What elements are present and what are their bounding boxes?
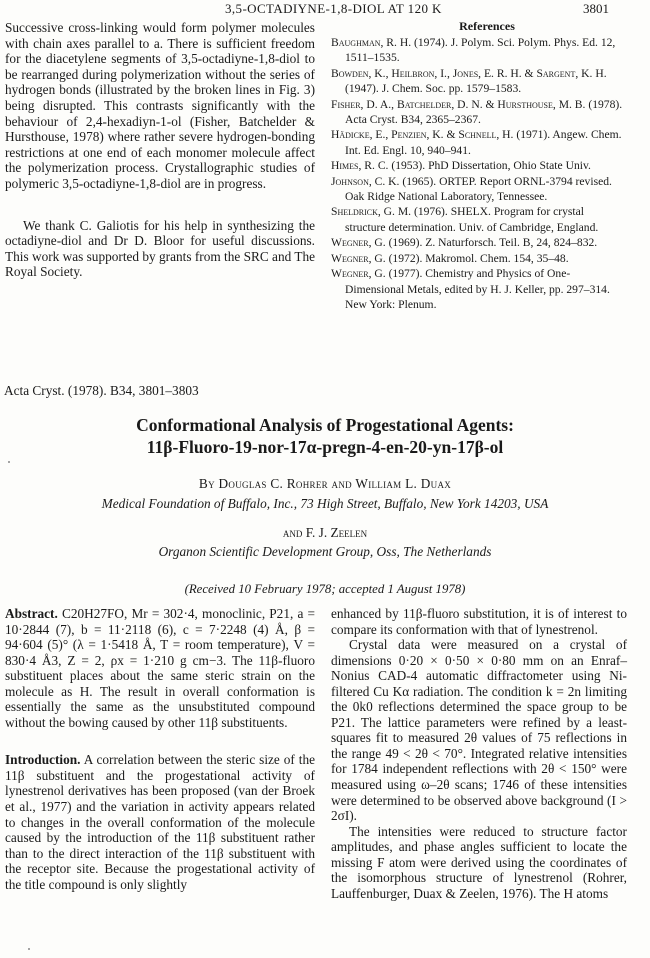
reference-entry	[331, 158, 627, 173]
running-title: 3,5-OCTADIYNE-1,8-DIOL AT 120 K	[225, 1, 442, 16]
reference-authors: Bowden, K., Heilbron, I., Jones, E. R. H. & Sargent,	[331, 66, 579, 80]
introduction-text: A correlation between the steric size of the 11β substituent and the progestational activity of lynestrenol derivatives has been proposed (van der Broek et al., 1977) and the variation in activity appears related to changes in the overall conformation of the molecule caused by the introduction of the 11β substituent rather than to the direct interaction of the 11β substituent with the receptor site. Because the progestational activity of the title compound is only slightly	[5, 752, 316, 892]
reference-entry	[331, 251, 627, 266]
page-header	[0, 0, 650, 20]
authors: By Douglas C. Rohrer and William L. Duax	[198, 476, 452, 491]
reference-source: ORTEP. Report ORNL-3794 revised. Oak Ridge National Laboratory, Tennessee.	[345, 174, 612, 204]
conclusion-paragraph: Successive cross-linking would form polymer molecules with chain axes parallel to a. There is sufficient freedom for the diacetylene segments of 3,5-octadiyne-1,8-diol to be rearranged during polymerization without the series of hydrogen bonds (illustrated by the broken lines in Fig. 3) being disrupted. This contrasts significantly with the behaviour of 2,4-hexadiyn-1-ol (Fisher, Batchelder & Hursthouse, 1978) where rather severe hydrogen-bonding restrictions at one end of each monomer molecule affect the polymerization process. Crystallographic studies of polymeric 3,5-octadiyne-1,8-diol are in progress.	[5, 20, 315, 191]
introduction-label: Introduction.	[5, 752, 81, 768]
right-paragraph-1: enhanced by 11β-fluoro substitution, it is of interest to compare its conformation with that of lynestrenol.	[331, 606, 627, 637]
reference-entry	[331, 266, 627, 312]
reference-source: Z. Naturforsch. Teil. B, 24, 824–832.	[425, 236, 598, 250]
reference-authors: Wegner, G. (1977).	[331, 267, 423, 281]
page-number: 3801	[583, 1, 609, 16]
reference-source: (1978). Acta Cryst. B34, 2365–2367.	[345, 97, 623, 127]
affiliation-1: Medical Foundation of Buffalo, Inc., 73 High Street, Buffalo, New York 14203, USA	[101, 496, 549, 511]
article-right-column	[331, 606, 627, 901]
reference-authors: Wegner, G. (1969).	[331, 236, 423, 250]
reference-authors: Baughman, R. H. (1974).	[331, 36, 448, 49]
scan-speck	[8, 461, 10, 463]
authors-2: and F. J. Zeelen	[282, 525, 368, 540]
right-paragraph-2: Crystal data were measured on a crystal of dimensions 0·20 × 0·50 × 0·80 mm on an Enraf–Nonius CAD-4 automatic diffractometer using Ni-filtered Cu Kα radiation. The condition k = 2n limiting the 0k0 reflections determined the space group to be P21. The lattice parameters were refined by a least-squares fit to measured 2θ values of 75 reflections in the range 49 < 2θ < 70°. Integrated relative intensities for 1784 independent reflections with 2θ < 150° were measured using ω–2θ scans; 1746 of these intensities were determined to be observed above background (I > 2σI).	[331, 637, 627, 824]
reference-authors: Sheldrick, G. M. (1976).	[331, 205, 448, 219]
references-heading: References	[459, 19, 515, 33]
reference-entry	[331, 97, 627, 128]
abstract-label: Abstract.	[5, 606, 58, 621]
reference-authors: Wegner, G. (1972).	[331, 251, 423, 265]
acknowledgements-paragraph: We thank C. Galiotis for his help in synthesizing the octadiyne-diol and Dr D. Bloor for useful discussions. This work was supported by grants from the SRC and The Royal Society.	[5, 217, 315, 280]
references-list	[331, 35, 627, 312]
scan-speck	[28, 948, 30, 950]
reference-entry	[331, 174, 627, 205]
abstract-text: C20H27FO, Mr = 302·4, monoclinic, P21, a = 10·2844 (7), b = 11·2118 (6), c = 7·2248 (4) Å, β = 94·604 (5)° (λ = 1·5418 Å, T = room temperature), V = 830·4 Å3, Z = 2, ρx = 1·210 g cm−3. The 11β-fluoro substituent places about the same steric strain on the molecule as H. The result in overall conformation is essentially the same as the unsubstituted compound without the bowing caused by other 11β substituents.	[5, 606, 315, 730]
received-dates: (Received 10 February 1978; accepted 1 August 1978)	[184, 582, 466, 596]
reference-source: J. Polym. Sci. Polym. Phys. Ed. 12, 1511–1535.	[345, 36, 616, 65]
reference-source: Chemistry and Physics of One-Dimensional Metals, edited by H. J. Keller, pp. 297–314. New York: Plenum.	[345, 267, 610, 311]
journal-citation: Acta Cryst. (1978). B34, 3801–3803	[4, 383, 199, 398]
right-paragraph-3: The intensities were reduced to structure factor amplitudes, and phase angles sufficient to locate the missing F atom were derived using the coordinates of the isomorphous structure of lynestrenol (Rohrer, Lauffenburger, Duax & Zeelen, 1976). The H atoms	[331, 823, 627, 901]
reference-entry	[331, 235, 627, 250]
reference-authors: Himes, R. C. (1953).	[331, 159, 426, 173]
reference-source: PhD Dissertation, Ohio State Univ.	[428, 159, 591, 173]
abstract-paragraph	[5, 606, 315, 730]
reference-authors: Fisher, D. A., Batchelder, D. N. & Hursthouse, M. B.	[331, 97, 586, 111]
reference-source: Angew. Chem. Int. Ed. Engl. 10, 940–941.	[345, 128, 622, 157]
reference-entry	[331, 66, 627, 97]
article-title-line-2: 11β-Fluoro-19-nor-17α-pregn-4-en-20-yn-17β-ol	[146, 437, 504, 457]
reference-authors: Johnson, C. K. (1965).	[331, 174, 437, 188]
article-title-line-1: Conformational Analysis of Progestational Agents:	[136, 415, 514, 435]
reference-entry	[331, 127, 627, 158]
reference-authors: Hädicke, E., Penzien, K. & Schnell, H. (1971).	[331, 128, 551, 142]
reference-source: K. H. (1947). J. Chem. Soc. pp. 1579–1583.	[345, 66, 607, 96]
previous-article-left-column	[5, 20, 315, 280]
introduction-paragraph	[5, 752, 315, 892]
reference-source: Makromol. Chem. 154, 35–48.	[425, 251, 569, 265]
affiliation-2: Organon Scientific Development Group, Oss, The Netherlands	[158, 544, 492, 559]
reference-entry	[331, 35, 627, 66]
article-left-column	[5, 606, 315, 892]
reference-entry	[331, 204, 627, 235]
reference-source: SHELX. Program for crystal structure determination. Univ. of Cambridge, England.	[345, 205, 599, 234]
